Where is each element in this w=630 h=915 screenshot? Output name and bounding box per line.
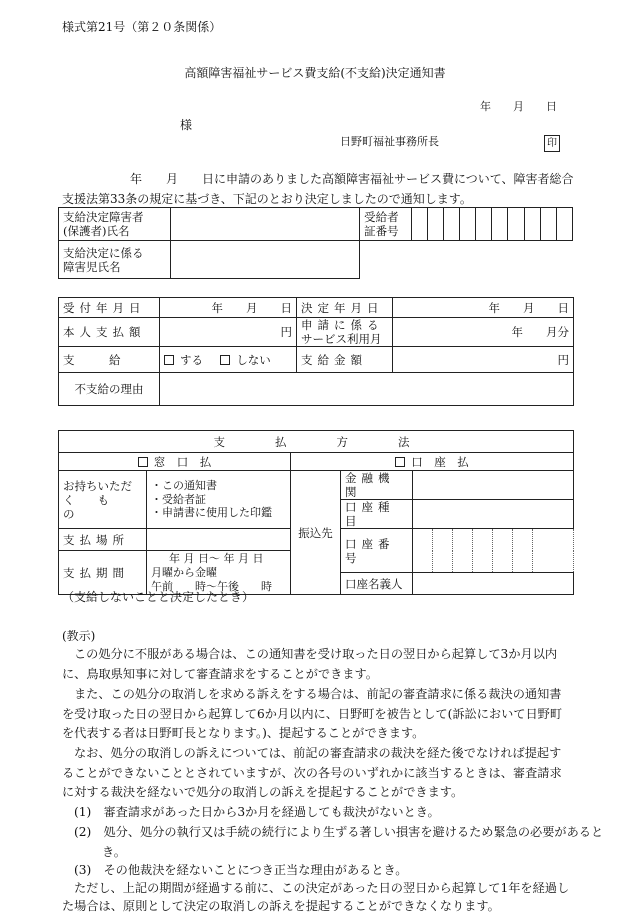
refusal-reason-label: 不支給の理由 xyxy=(59,373,160,406)
payment-amount-value[interactable]: 円 xyxy=(393,347,574,373)
addressee-suffix: 様 xyxy=(180,118,193,132)
account-digit[interactable] xyxy=(493,529,513,573)
cert-digit[interactable] xyxy=(443,208,459,241)
self-pay-label: 本人支払額 xyxy=(59,318,160,347)
cert-digit[interactable] xyxy=(556,208,572,241)
account-number-label: 口座番号 xyxy=(341,529,413,573)
payment-period-value: 年 月 日～ 年 月 日 月曜から金曜 午前 時～午後 時 xyxy=(147,551,291,595)
payment-amount-label: 支給金額 xyxy=(297,347,393,373)
account-holder-field[interactable] xyxy=(413,573,574,595)
seal-label: 印 xyxy=(544,135,560,152)
certificate-number-label: 受給者 証番号 xyxy=(360,208,412,241)
account-digit[interactable] xyxy=(473,529,493,573)
issuer-name: 日野町福祉事務所長 xyxy=(340,135,439,148)
notice-closing: ただし、上記の期間が経過する前に、この決定があった日の翌日から起算して1年を経過した場合は、原則として決定の取消しの訴えを提起することができなくなります。 xyxy=(62,881,570,913)
cert-digit[interactable] xyxy=(427,208,443,241)
payment-no-checkbox[interactable]: しない xyxy=(220,353,271,367)
cert-digit[interactable] xyxy=(476,208,492,241)
service-month-label: 申請に係る サービス利用月 xyxy=(297,318,393,347)
payment-options xyxy=(160,347,297,373)
bank-field[interactable] xyxy=(413,471,574,500)
blank-area xyxy=(360,241,573,279)
account-type-label: 口座種目 xyxy=(341,500,413,529)
notice-item-1: (1) 審査請求があった日から3か月を経過しても裁決がないとき。 xyxy=(74,805,440,819)
receipt-date-value[interactable]: 年 月 日 xyxy=(160,298,297,318)
cert-digit[interactable] xyxy=(492,208,508,241)
payment-period-label: 支払期間 xyxy=(59,551,147,595)
notice-item-2: (2) 処分、処分の執行又は手続の続行により生ずる著しい損害を避けるため緊急の必要があるとき。 xyxy=(74,825,604,859)
notice-paragraph-3: なお、処分の取消しの訴えについては、前記の審査請求の裁決を経た後でなければ提起することができないこととされていますが、次の各号のいずれかに該当するときは、審査請求に対する裁決を経ないで処分の取消しの訴えを提起することができます。 xyxy=(62,746,562,800)
payment-yes-checkbox[interactable]: する xyxy=(164,353,203,367)
guardian-name-field[interactable] xyxy=(170,208,359,241)
account-digit[interactable] xyxy=(453,529,473,573)
payment-method-header: 支 払 方 法 xyxy=(59,431,574,453)
receipt-date-label: 受付年月日 xyxy=(59,298,160,318)
account-digit[interactable] xyxy=(513,529,533,573)
notice-paragraph-1: この処分に不服がある場合は、この通知書を受け取った日の翌日から起算して3か月以内に、鳥取県知事に対して審査請求をすることができます。 xyxy=(62,647,558,681)
decision-date-label: 決定年月日 xyxy=(297,298,393,318)
payment-label: 支 給 xyxy=(59,347,160,373)
payment-place-label: 支払場所 xyxy=(59,529,147,551)
cert-digit[interactable] xyxy=(508,208,524,241)
bring-items-list: ・この通知書 ・受給者証 ・申請書に使用した印鑑 xyxy=(147,471,291,529)
transfer-destination-label: 振込先 xyxy=(291,471,341,595)
account-type-field[interactable] xyxy=(413,500,574,529)
payment-method-table xyxy=(58,430,574,595)
account-holder-label: 口座名義人 xyxy=(341,573,413,595)
account-digit[interactable] xyxy=(433,529,453,573)
cert-digit[interactable] xyxy=(524,208,540,241)
no-payment-note: （支給しないことと決定したとき） xyxy=(62,590,255,604)
notice-paragraph-2: また、この処分の取消しを求める訴えをする場合は、前記の審査請求に係る裁決の通知書を受け取った日の翌日から起算して6か月以内に、日野町を被告として(訴訟において日野町を代表する者は日野町長となります。)、提起することができます。 xyxy=(62,687,563,741)
child-name-field[interactable] xyxy=(170,241,359,279)
notice-heading: (教示) xyxy=(62,629,96,643)
date-line: 年 月 日 xyxy=(480,100,557,113)
checkbox-icon xyxy=(220,355,230,365)
guardian-name-label: 支給決定障害者 (保護者)氏名 xyxy=(59,208,171,241)
document-title: 高額障害福祉サービス費支給(不支給)決定通知書 xyxy=(184,66,446,80)
service-month-value[interactable]: 年 月分 xyxy=(393,318,574,347)
intro-line-1: 年 月 日に申請のありました高額障害福祉サービス費について、障害者総合 xyxy=(130,172,574,186)
seal-stamp xyxy=(544,131,560,152)
child-name-label: 支給決定に係る 障害児氏名 xyxy=(59,241,171,279)
cert-digit[interactable] xyxy=(540,208,556,241)
checkbox-icon xyxy=(395,457,405,467)
payment-place-field[interactable] xyxy=(147,529,291,551)
account-digit[interactable] xyxy=(413,529,433,573)
bank-label: 金融機関 xyxy=(341,471,413,500)
account-payment-option[interactable]: 口 座 払 xyxy=(291,453,574,471)
intro-line-2: 支援法第33条の規定に基づき、下記のとおり決定しましたので通知します。 xyxy=(62,192,472,206)
decision-date-value[interactable]: 年 月 日 xyxy=(393,298,574,318)
cert-digit[interactable] xyxy=(411,208,427,241)
decision-table xyxy=(58,297,574,406)
account-digit[interactable] xyxy=(533,529,574,573)
form-number: 様式第21号（第２０条関係） xyxy=(62,20,222,34)
self-pay-amount[interactable]: 円 xyxy=(160,318,297,347)
recipient-table xyxy=(58,207,573,279)
refusal-reason-field[interactable] xyxy=(160,373,574,406)
checkbox-icon xyxy=(138,457,148,467)
cert-digit[interactable] xyxy=(460,208,476,241)
window-payment-option[interactable]: 窓 口 払 xyxy=(59,453,291,471)
notice-item-3: (3) その他裁決を経ないことにつき正当な理由があるとき。 xyxy=(74,863,408,877)
bring-items-label: お持ちいただ く も の xyxy=(59,471,147,529)
checkbox-icon xyxy=(164,355,174,365)
